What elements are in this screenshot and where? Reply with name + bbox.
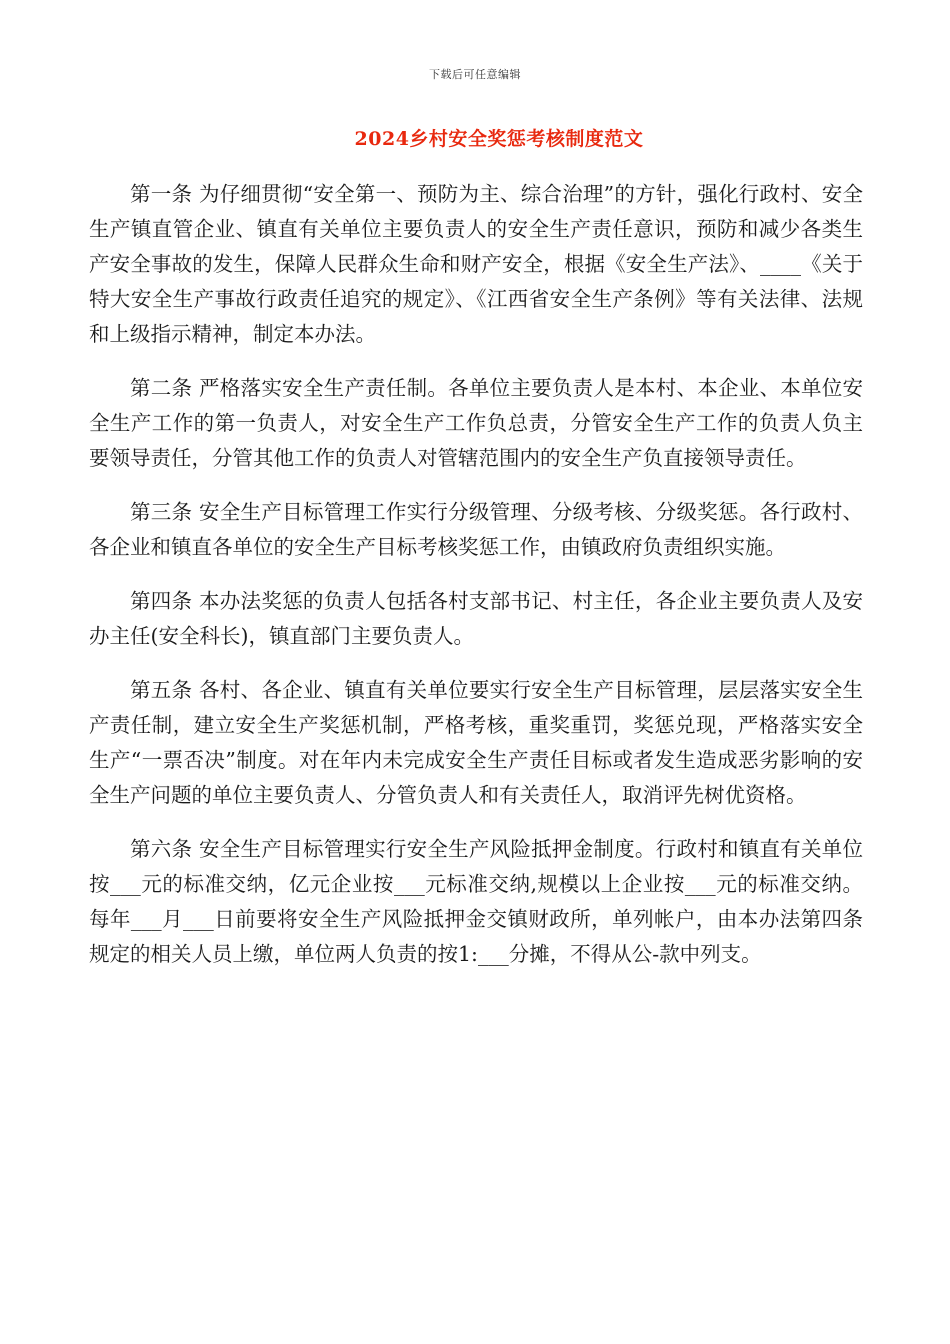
article-2-paragraph: 第二条 严格落实安全生产责任制。各单位主要负责人是本村、本企业、本单位安全生产工作的第一负责人，对安全生产工作负总责，分管安全生产工作的负责人负主要领导责任，分管其他工作的负责人对管辖范围内的安全生产负直接领导责任。 [89,376,863,470]
article-3-paragraph: 第三条 安全生产目标管理工作实行分级管理、分级考核、分级奖惩。各行政村、各企业和镇直各单位的安全生产目标考核奖惩工作，由镇政府负责组织实施。 [89,500,863,559]
article-5-paragraph: 第五条 各村、各企业、镇直有关单位要实行安全生产目标管理，层层落实安全生产责任制，建立安全生产奖惩机制，严格考核，重奖重罚，奖惩兑现，严格落实安全生产“一票否决”制度。对在年内未完成安全生产责任目标或者发生造成恶劣影响的安全生产问题的单位主要负责人、分管负责人和有关责任人，取消评先树优资格。 [89,678,863,807]
article-4-paragraph: 第四条 本办法奖惩的负责人包括各村支部书记、村主任，各企业主要负责人及安办主任(安全科长)，镇直部门主要负责人。 [89,589,863,648]
article-1-paragraph: 第一条 为仔细贯彻“安全第一、预防为主、综合治理”的方针，强化行政村、安全生产镇直管企业、镇直有关单位主要负责人的安全生产责任意识，预防和减少各类生产安全事故的发生，保障人民群众生命和财产安全，根据《安全生产法》、____《关于特大安全生产事故行政责任追究的规定》、《江西省安全生产条例》等有关法律、法规和上级指示精神，制定本办法。 [89,182,863,346]
article-6-paragraph: 第六条 安全生产目标管理实行安全生产风险抵押金制度。行政村和镇直有关单位按___元的标准交纳，亿元企业按___元标准交纳,规模以上企业按___元的标准交纳。每年___月___日前要将安全生产风险抵押金交镇财政所，单列帐户，由本办法第四条规定的相关人员上缴，单位两人负责的按1:___分摊，不得从公-款中列支。 [89,837,863,966]
header-note: 下载后可任意编辑 [429,68,521,81]
document-title: 2024乡村安全奖惩考核制度范文 [354,128,644,150]
document-body [89,177,863,991]
